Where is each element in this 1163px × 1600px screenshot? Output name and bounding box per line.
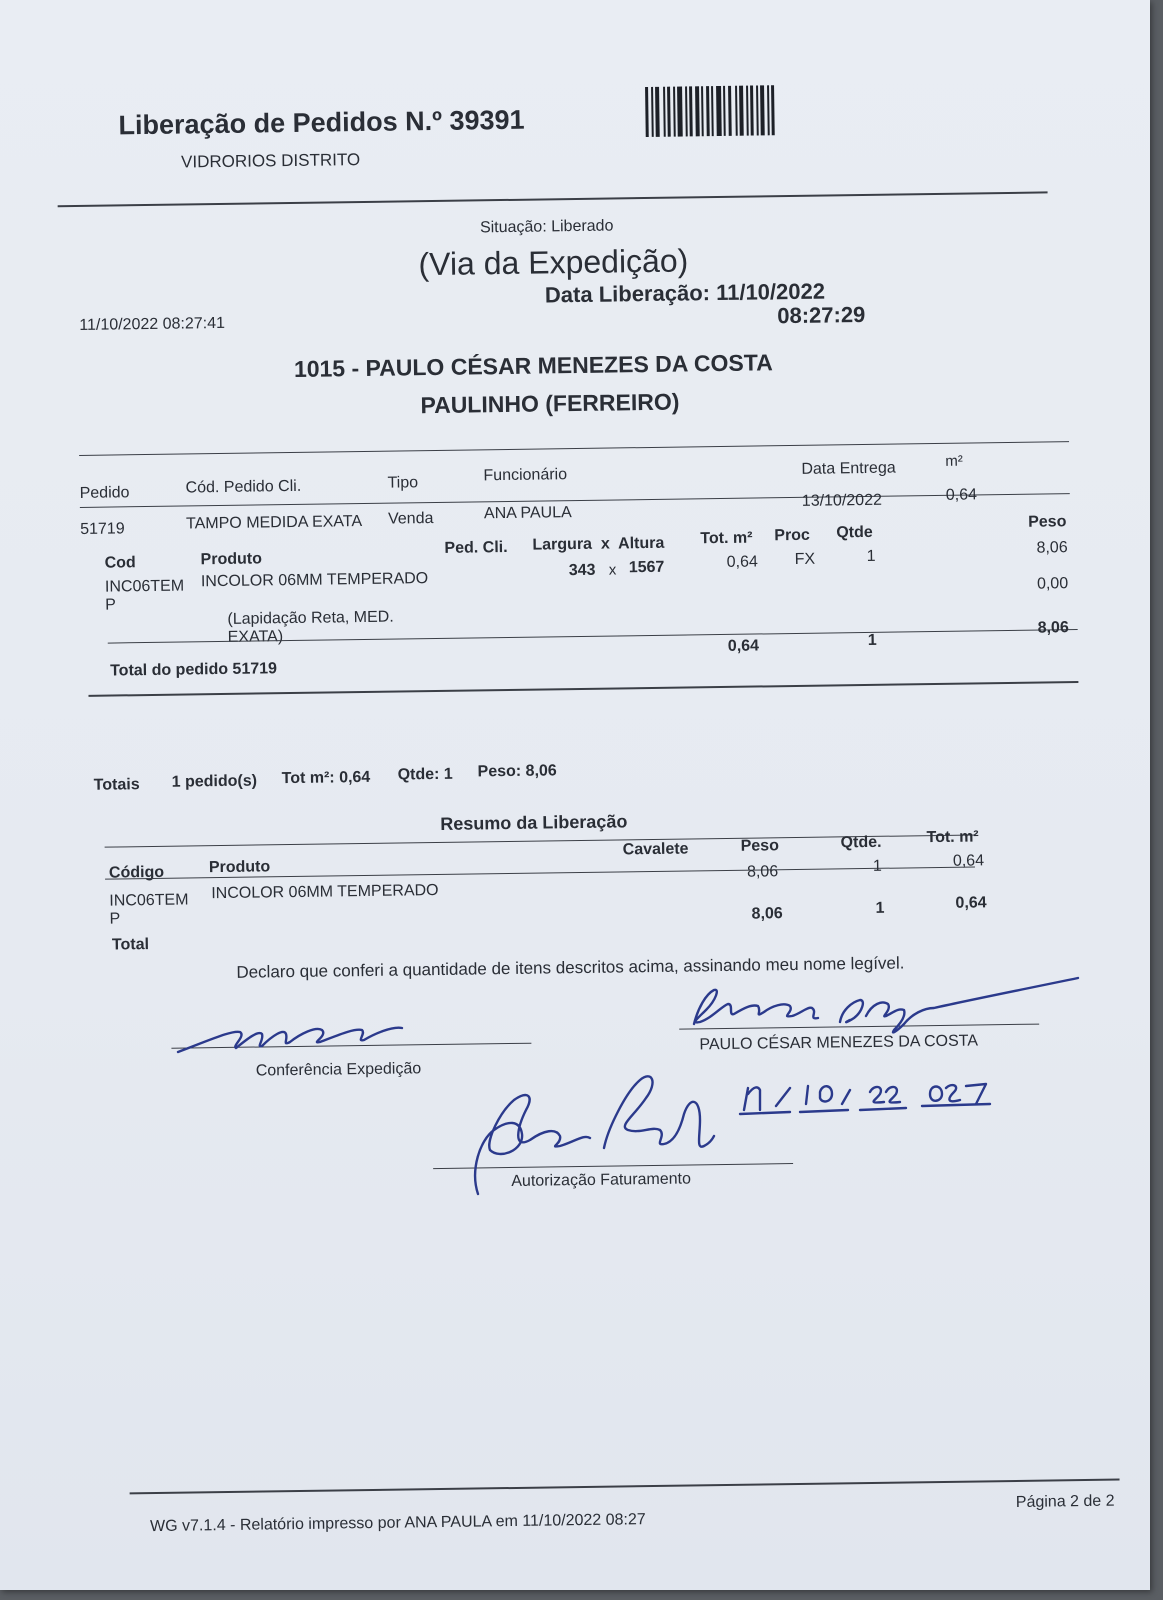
item-tot-m2: 0,64 [726,553,758,571]
item-processo-cont: EXATA) [227,628,284,646]
item-qtde: 1 [866,547,876,565]
client-nickname: PAULINHO (FERREIRO) [420,388,680,419]
data-liberacao-time: 08:27:29 [777,301,866,329]
resumo-total-label: Total [111,936,150,954]
resumo-title: Resumo da Liberação [440,811,628,834]
item-col-largura-altura: Largura x Altura [532,534,665,554]
col-funcionario: Funcionário [483,466,568,485]
data-liberacao: Data Liberação: 11/10/2022 [544,278,826,308]
totais-label: Totais [93,776,140,794]
item-peso-extra: 0,00 [1036,575,1069,593]
item-peso: 8,06 [1036,539,1068,557]
totais-tot-m2: Tot m²: 0,64 [281,768,371,788]
resumo-peso: 8,06 [746,863,779,881]
totais-qtde: Qtde: 1 [397,765,453,784]
resumo-total-tot-m2: 0,64 [955,894,987,912]
order-total-tot-m2: 0,64 [727,637,760,655]
order-funcionario: ANA PAULA [483,504,572,523]
order-total-peso: 8,06 [1037,619,1069,637]
col-pedido: Pedido [79,484,130,502]
document-title: Liberação de Pedidos N.º 39391 [118,104,525,141]
order-pedido: 51719 [80,520,125,538]
resumo-codigo: INC06TEM [109,891,189,910]
totais-pedidos: 1 pedido(s) [171,772,258,791]
col-tipo: Tipo [387,474,419,492]
resumo-col-cavalete: Cavalete [622,840,689,859]
situacao-label: Situação: Liberado [479,217,614,237]
resumo-tot-m2: 0,64 [952,852,985,870]
item-produto: INCOLOR 06MM TEMPERADO [200,570,429,591]
resumo-produto: INCOLOR 06MM TEMPERADO [211,881,439,903]
order-data-entrega: 13/10/2022 [801,491,883,510]
item-cod-cont: P [105,596,117,614]
item-largura: 343 [568,561,596,580]
item-col-produto: Produto [200,550,263,569]
col-data-entrega: Data Entrega [801,459,896,478]
via-label: (Via da Expedição) [418,242,689,283]
client-name: 1015 - PAULO CÉSAR MENEZES DA COSTA [293,349,773,382]
order-tipo: Venda [387,510,434,528]
item-col-peso: Peso [1028,513,1067,531]
item-col-tot-m2: Tot. m² [700,529,753,548]
signature-label-cliente: PAULO CÉSAR MENEZES DA COSTA [699,1032,979,1054]
item-col-qtde: Qtde [836,523,873,542]
order-cod-pedido-cli: TAMPO MEDIDA EXATA [185,513,363,533]
item-cod: INC06TEM [104,577,185,596]
order-total-label: Total do pedido 51719 [110,660,278,680]
totais-peso: Peso: 8,06 [477,762,557,781]
col-m2: m² [945,452,963,470]
company-name: VIDRORIOS DISTRITO [180,150,361,172]
print-datetime: 11/10/2022 08:27:41 [79,314,226,334]
resumo-total-peso: 8,06 [751,905,783,923]
signature-label-conferencia: Conferência Expedição [255,1060,422,1080]
resumo-col-tot-m2: Tot. m² [926,828,979,847]
item-processo: (Lapidação Reta, MED. [227,608,394,628]
footer-report-info: WG v7.1.4 - Relatório impresso por ANA PAULA em 11/10/2022 08:27 [149,1511,646,1536]
resumo-col-codigo: Código [108,863,165,882]
item-x: x [608,561,617,579]
item-col-cod: Cod [104,554,136,572]
item-proc: FX [794,550,816,568]
signature-label-autorizacao: Autorização Faturamento [511,1170,692,1190]
item-col-proc: Proc [774,526,811,545]
resumo-codigo-cont: P [109,910,121,928]
order-m2: 0,64 [945,486,978,504]
footer-page-number: Página 2 de 2 [1015,1492,1115,1511]
declaracao-text: Declaro que conferi a quantidade de itens descritos acima, assinando meu nome legível. [236,953,905,982]
resumo-col-qtde: Qtde. [840,833,882,852]
resumo-col-produto: Produto [208,858,271,877]
resumo-col-peso: Peso [740,837,780,855]
col-cod-pedido-cli: Cód. Pedido Cli. [185,477,302,497]
resumo-total-qtde: 1 [875,899,885,917]
item-col-ped-cli: Ped. Cli. [444,538,508,557]
item-altura: 1567 [628,558,665,577]
order-total-qtde: 1 [867,631,877,649]
resumo-qtde: 1 [872,857,882,875]
